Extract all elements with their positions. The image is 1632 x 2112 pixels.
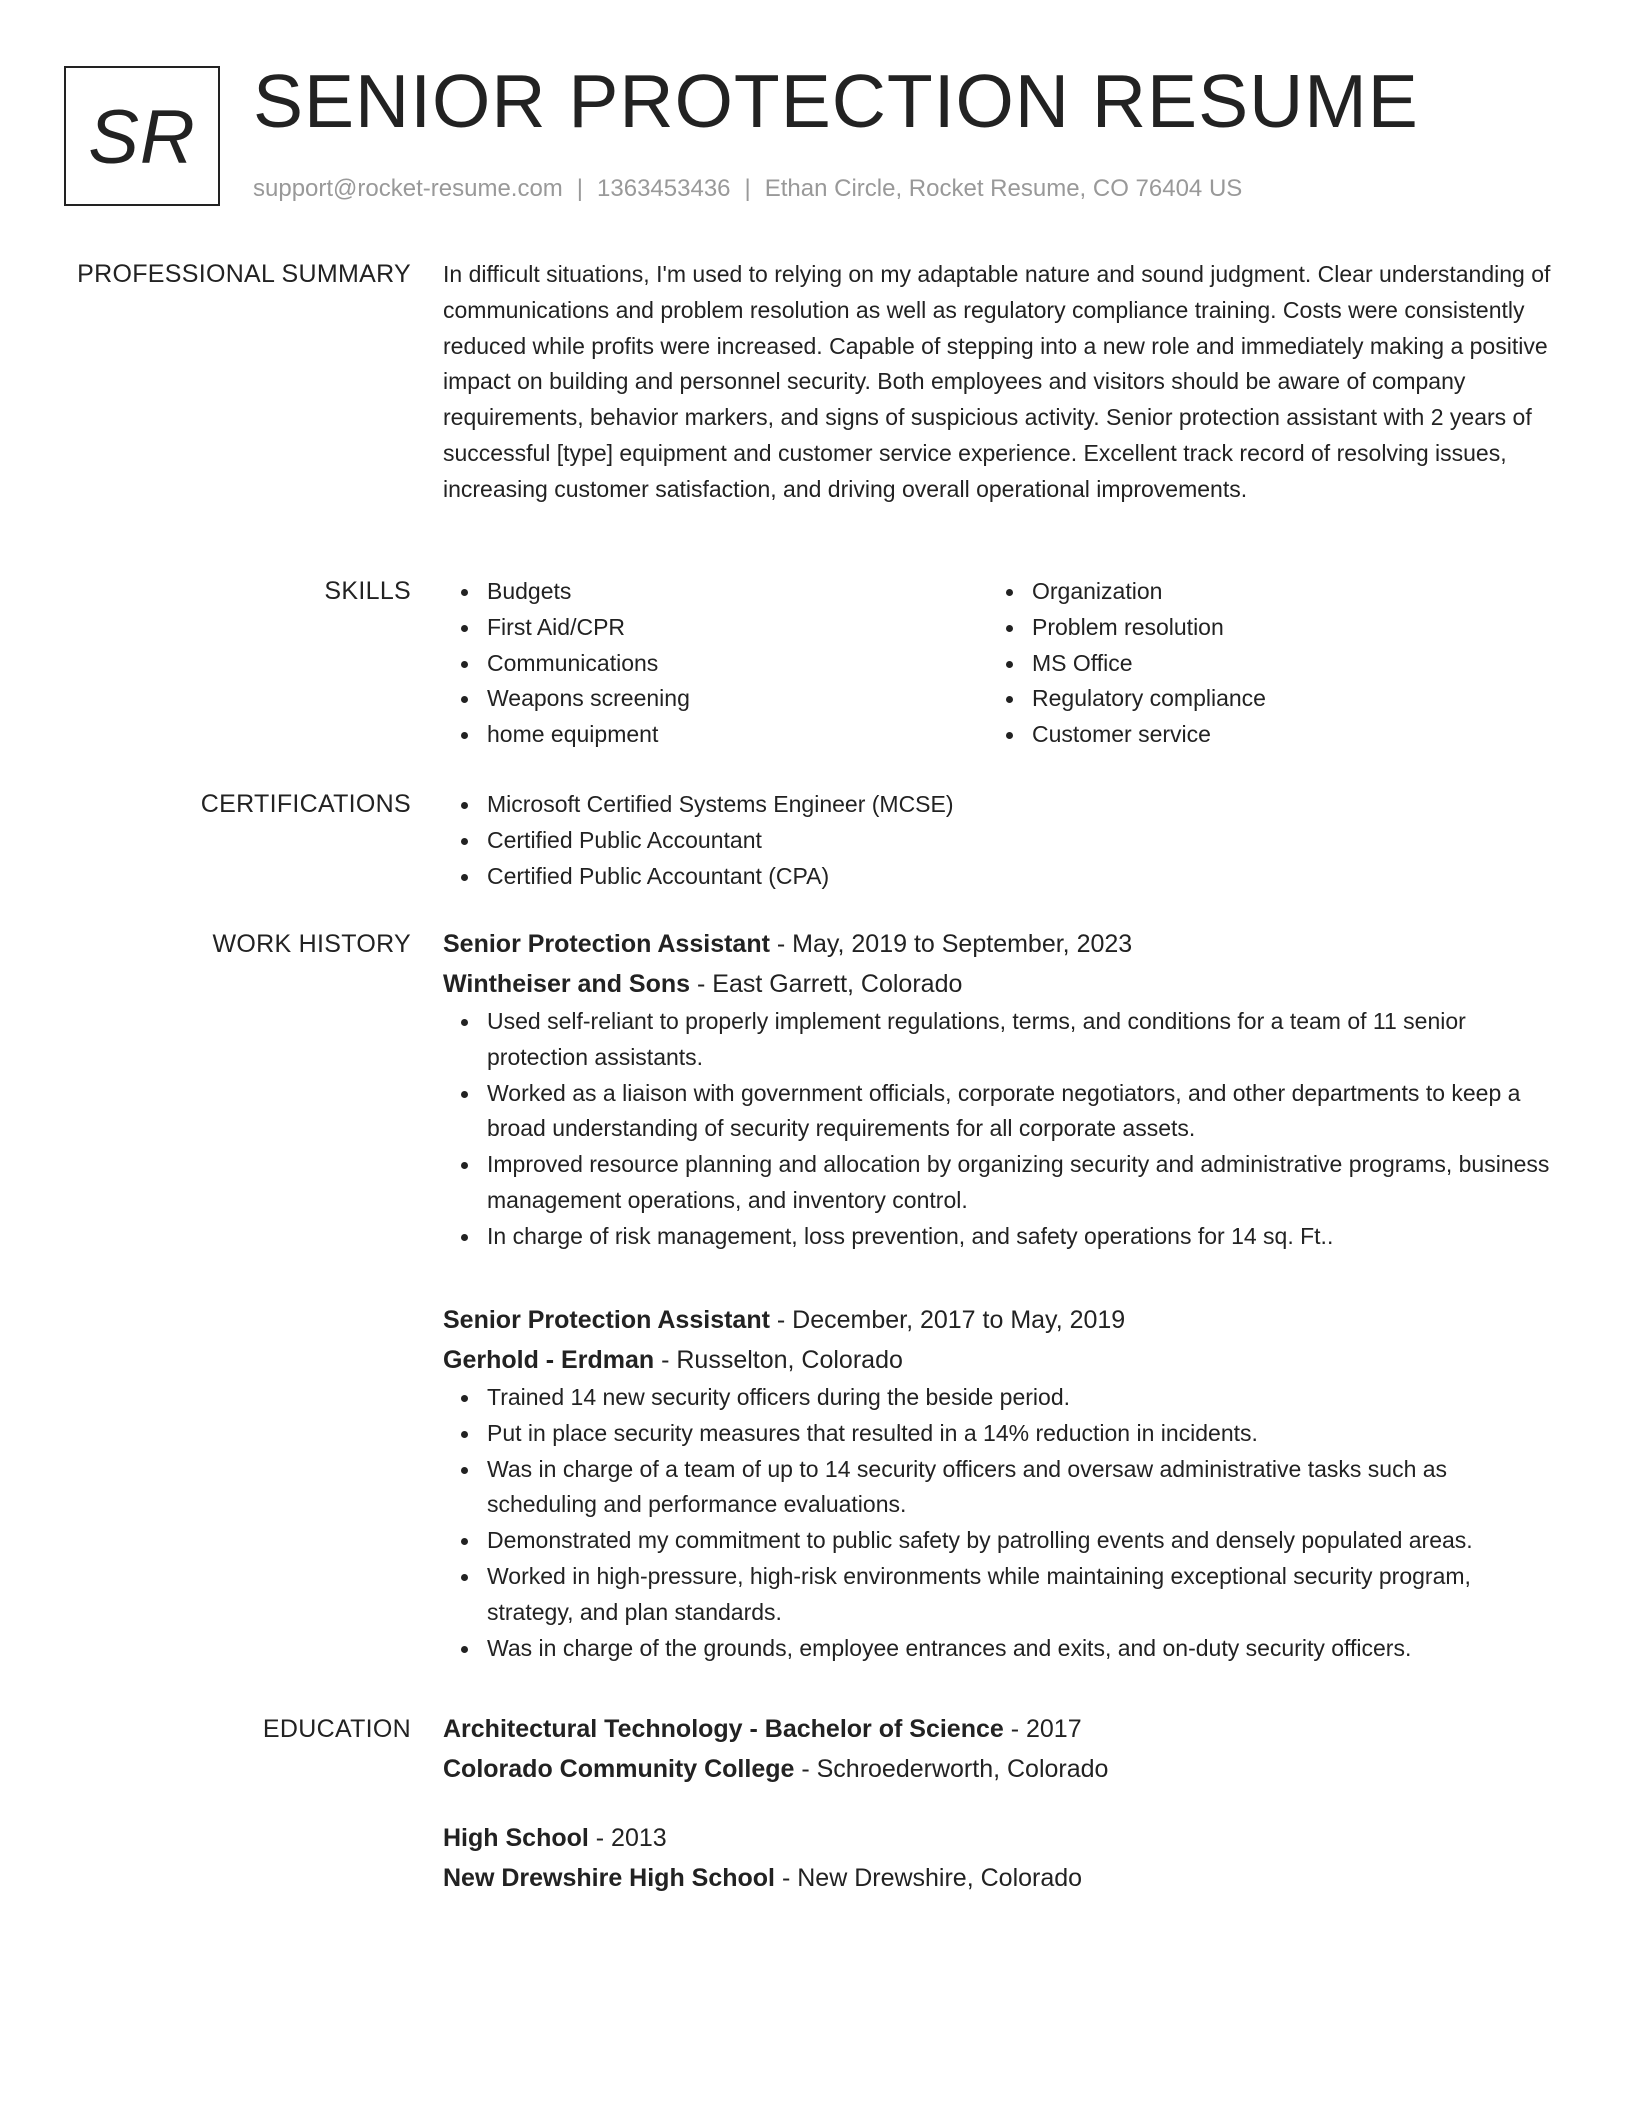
monogram-box [64,66,220,206]
skills-list-right [988,574,1533,753]
skills-list-left [443,574,988,753]
contact-line [253,174,1242,204]
job-bullet: Was in charge of a team of up to 14 security officers and oversaw administrative tasks such as scheduling and performance evaluations. [443,1452,1555,1524]
job-bullet: Put in place security measures that resulted in a 14% reduction in incidents. [443,1416,1555,1452]
section-label-summary: PROFESSIONAL SUMMARY [77,260,411,288]
job-dates: - May, 2019 to September, 2023 [769,930,1133,958]
job-company: Wintheiser and Sons [443,970,691,998]
job-bullet: Demonstrated my commitment to public safety by patrolling events and densely populated areas. [443,1523,1555,1559]
skill-item: Budgets [443,574,988,610]
education-entry [443,1709,1555,1789]
education-degree: High School [443,1824,589,1852]
summary-text: In difficult situations, I'm used to relying on my adaptable nature and sound judgment. Clear understanding of communications and problem resolution as well as regulatory compliance training. Costs were consistently reduced while profits were increased. Capable of stepping into a new role and immediately making a positive impact on building and personnel security. Both employees and visitors should be aware of company requirements, behavior markers, and signs of suspicious activity. Senior protection assistant with 2 years of successful [type] equipment and customer service experience. Excellent track record of resolving issues, increasing customer satisfaction, and driving overall operational improvements. [443,261,1551,502]
section-label-work-history: WORK HISTORY [212,930,411,958]
job-bullet: Was in charge of the grounds, employee entrances and exits, and on-duty security officers. [443,1631,1555,1667]
skill-item: Customer service [988,717,1533,753]
skill-item: Organization [988,574,1533,610]
contact-separator: | [744,175,751,202]
certification-item: Certified Public Accountant (CPA) [443,859,1555,895]
skill-item: home equipment [443,717,988,753]
job-bullet: Used self-reliant to properly implement regulations, terms, and conditions for a team of 11 senior protection assistants. [443,1004,1555,1076]
certification-item: Microsoft Certified Systems Engineer (MCSE) [443,787,1555,823]
section-label-certifications: CERTIFICATIONS [200,790,411,818]
education-school-line [443,1858,1555,1898]
education-school: New Drewshire High School [443,1864,776,1892]
education-year: - 2013 [588,1824,667,1852]
job-company-line [443,964,1555,1004]
job-bullet: In charge of risk management, loss prevention, and safety operations for 14 sq. Ft.. [443,1219,1555,1255]
education-degree: Architectural Technology - Bachelor of Science [443,1715,1004,1743]
skill-item: Regulatory compliance [988,681,1533,717]
education-year: - 2017 [1003,1715,1082,1743]
skill-item: Weapons screening [443,681,988,717]
summary-section [443,257,1555,508]
job-company: Gerhold - Erdman [443,1346,655,1374]
job-bullet: Trained 14 new security officers during the beside period. [443,1380,1555,1416]
section-label-skills: SKILLS [324,577,411,605]
job-bullet: Worked as a liaison with government officials, corporate negotiators, and other departments to keep a broad understanding of security requirements for all corporate assets. [443,1076,1555,1148]
job-bullet: Worked in high-pressure, high-risk environments while maintaining exceptional security program, strategy, and plan standards. [443,1559,1555,1631]
education-location: - Schroederworth, Colorado [794,1755,1109,1783]
resume-title: SENIOR PROTECTION RESUME [253,59,1419,143]
skills-section [443,574,1555,753]
skill-item: Problem resolution [988,610,1533,646]
job-title: Senior Protection Assistant [443,930,770,958]
job-title-line [443,1300,1555,1340]
job-bullets [443,1004,1555,1255]
skill-item: Communications [443,646,988,682]
job-bullet: Improved resource planning and allocation by organizing security and administrative programs, business management operations, and inventory control. [443,1147,1555,1219]
contact-phone: 1363453436 [597,175,731,202]
job-entry [443,1300,1555,1666]
education-school-line [443,1749,1555,1789]
contact-address: Ethan Circle, Rocket Resume, CO 76404 US [764,175,1243,202]
certification-item: Certified Public Accountant [443,823,1555,859]
section-label-education: EDUCATION [262,1715,411,1743]
job-dates: - December, 2017 to May, 2019 [769,1306,1126,1334]
job-location: - Russelton, Colorado [654,1346,903,1374]
job-location: - East Garrett, Colorado [690,970,963,998]
skill-item: First Aid/CPR [443,610,988,646]
monogram-initials: SR [88,95,196,180]
job-title-line [443,924,1555,964]
skill-item: MS Office [988,646,1533,682]
certifications-section [443,787,1555,894]
education-location: - New Drewshire, Colorado [775,1864,1083,1892]
contact-separator: | [576,175,584,202]
certifications-list [443,787,1555,894]
education-degree-line [443,1818,1555,1858]
job-company-line [443,1340,1555,1380]
education-degree-line [443,1709,1555,1749]
job-entry [443,924,1555,1255]
contact-email: support@rocket-resume.com [253,175,563,202]
job-bullets [443,1380,1555,1666]
education-school: Colorado Community College [443,1755,795,1783]
education-entry [443,1818,1555,1898]
job-title: Senior Protection Assistant [443,1306,770,1334]
